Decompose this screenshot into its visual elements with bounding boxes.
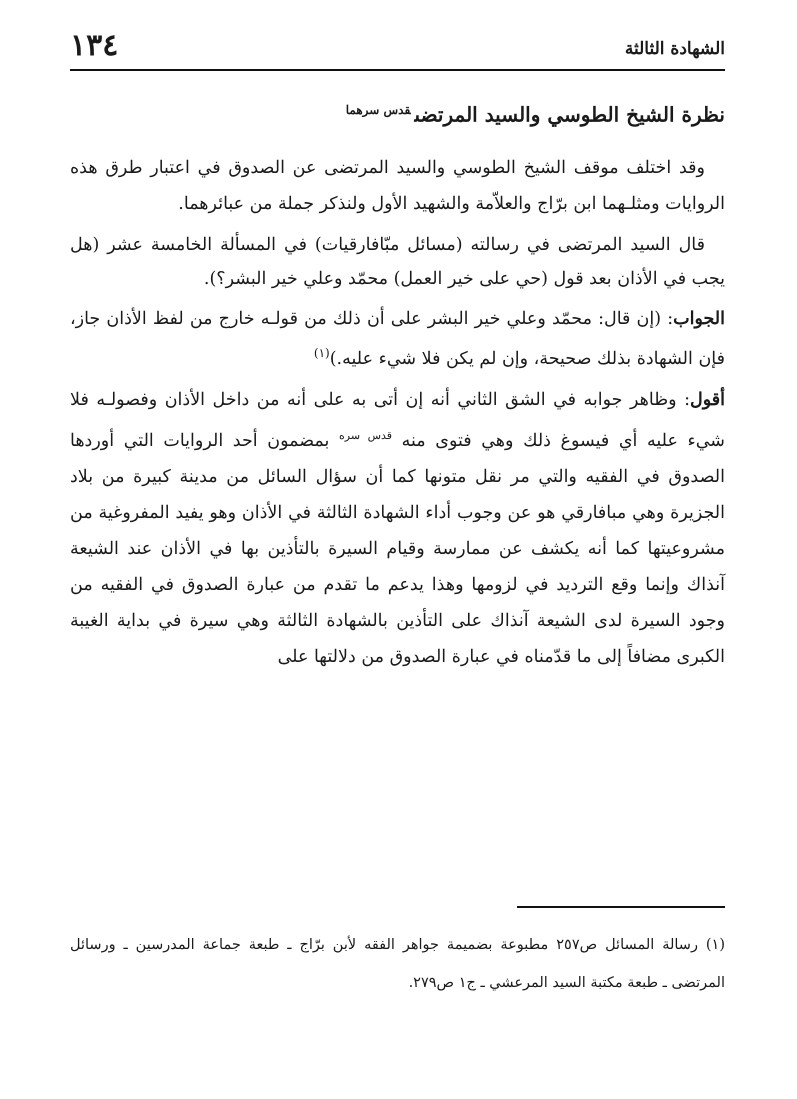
paragraph-1: وقد اختلف موقف الشيخ الطوسي والسيد المرتضى عن الصدوق في اعتبار طرق هذه الروايات ومثلـهما ابن برّاج والعلاّمة والشهيد الأول ولنذكر جملة من عبائرهما. [70,158,725,214]
paragraph-4-text-a: : وظاهر جوابه في الشق الثاني أنه إن أتى به على أنه من داخل الأذان وفصولـه فلا شيء عليه أي فيسوغ ذلك وهي فتوى منه [70,389,725,451]
body-text [70,150,725,675]
running-title: الشهادة الثالثة [624,39,725,59]
header-rule [70,69,725,71]
footnote-rule [517,906,725,908]
paragraph-4-text-b: بمضمون أحد الروايات التي أوردها الصدوق في الفقيه والتي مر نقل متونها كما أن سؤال السائل من مدينة كبيرة من بلاد الجزيرة وهي مبافارقي هو عن وجوب أداء الشهادة الثالثة في الأذان وهو يفيد المفروغية من مشروعيتها كما أنه يكشف عن ممارسة وقيام السيرة بالتأذين بها في الأذان عند الشيعة آنذاك وإنما وقع الترديد في لزومها وهذا يدعم ما تقدم من عبارة الصدوق في الفقيه من وجود السيرة لدى الشيعة آنذاك على التأذين بالشهادة الثالثة وهي سيرة في بداية الغيبة الكبرى مضافاً إلى ما قدّمناه في عبارة الصدوق من دلالتها على [70,430,725,667]
honorific-glyph: قدس سرهما [345,103,411,117]
footnote-1: (١) رسالة المسائل ص٢٥٧ مطبوعة بضميمة جواهر الفقه لأبن برّاج ـ طبعة جماعة المدرسين ـ ورسائل المرتضى ـ طبعة مكتبة السيد المرعشي ـ ج١ ص٢٧٩. [70,937,725,991]
paragraph-3 [70,302,725,376]
footnote-ref: (١) [313,346,330,360]
footnotes [70,926,725,1002]
inline-honorific-glyph: قدس سره [339,428,393,442]
running-header [70,26,725,66]
answer-label: الجواب [673,309,725,329]
aqulu-label: أقول [690,389,725,410]
section-title-text: نظرة الشيخ الطوسي والسيد المرتضى [414,102,725,127]
section-heading [70,92,725,133]
paragraph-2: قال السيد المرتضى في رسالته (مسائل مبّافارقيات) في المسألة الخامسة عشر (هل يجب في الأذان بعد قول (حي على خير العمل) محمّد وعلي خير البشر؟). [70,235,725,289]
page-number: ١٣٤ [70,28,119,63]
answer-text: : (إن قال: محمّد وعلي خير البشر على أن ذلك من قولـه خارج من لفظ الأذان جاز، فإن الشهادة بذلك صحيحة، وإن لم يكن فلا شيء عليه.) [70,309,725,369]
paragraph-4 [70,382,725,675]
